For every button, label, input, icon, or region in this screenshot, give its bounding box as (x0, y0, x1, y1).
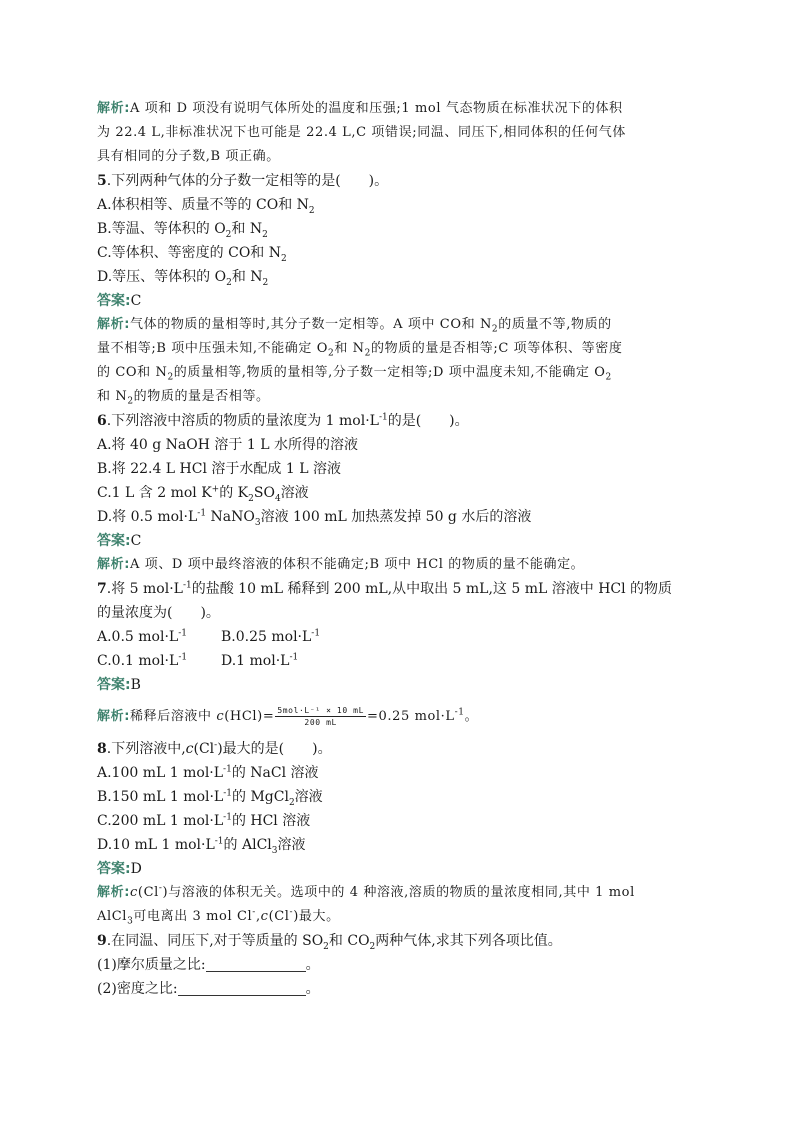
q4-explanation-line-1: 解析:A 项和 D 项没有说明气体所处的温度和压强;1 mol 气态物质在标准状况下的体积 (97, 101, 623, 116)
q9-stem: 9.在同温、同压下,对于等质量的 $SO_2$和 $CO_2$两种气体,求其下列各项比值。 (97, 933, 562, 952)
q6-option-a: A.将 40 g NaOH 溶于 1 L 水所得的溶液 (97, 437, 358, 453)
explanation-label: 解析 (97, 885, 125, 900)
q4-explanation-line-2: 为 22.4 L,非标准状况下也可能是 22.4 L,C 项错误;同温、同压下,相同体积的任何气体 (97, 125, 626, 140)
q7-explanation: 解析:稀释后溶液中 c(HCl)= $\frac{\text{5mol·L⁻¹ × 10 mL}}{200 mL}$ =0.25 $mol\cdot L^{-1}$。 (97, 706, 479, 727)
question-number: 8 (97, 741, 107, 757)
q6-option-b: B.将 22.4 L HCl 溶于水配成 1 L 溶液 (97, 461, 341, 477)
density-ratio-blank[interactable] (178, 979, 306, 996)
explanation-label: 解析 (97, 557, 125, 572)
q6-stem: 6.下列溶液中溶质的物质的量浓度为 1 $mol\cdot L^{-1}$的是( )。 (97, 412, 469, 429)
q8-option-a: A.100 mL 1 $mol\cdot L^{-1}$的 NaCl 溶液 (97, 764, 319, 781)
explanation-label: 解析 (97, 709, 125, 724)
q8-stem: 8.下列溶液中,c(Cl-)最大的是( )。 (97, 740, 332, 757)
explanation-label: 解析 (97, 317, 125, 332)
q9-part-2: (2)密度之比: 。 (97, 981, 320, 997)
q5-option-d: D.等压、等体积的 $O_2$和 $N_2$ (97, 269, 269, 288)
q8-explanation-line-2: AlCl$_3$可电离出 3 mol Cl-,c(Cl-)最大。 (97, 907, 340, 927)
q5-answer: 答案:C (97, 293, 142, 309)
q5-explanation-line-3: 的 CO和 $N_2$的质量相等,物质的量相等,分子数一定相等;D 项中温度未知,不能确定 $O_2$ (97, 365, 612, 383)
q7-option-d: D.1 $mol\cdot L^{-1}$ (221, 652, 299, 669)
q5-explanation-line-4: 和 $N_2$的物质的量是否相等。 (97, 389, 270, 407)
q8-explanation-line-1: 解析:c(Cl-)与溶液的体积无关。选项中的 4 种溶液,溶质的物质的量浓度相同,其中 1 mol (97, 883, 635, 900)
q5-option-a: A.体积相等、质量不等的 CO和 $N_2$ (97, 197, 315, 216)
question-number: 6 (97, 413, 107, 429)
q5-stem: 5.下列两种气体的分子数一定相等的是( )。 (97, 173, 389, 189)
q7-stem-line-1: 7.将 5 $mol\cdot L^{-1}$的盐酸 10 mL 稀释到 200 mL,从中取出 5 mL,这 5 mL 溶液中 HCl 的物质 (97, 580, 673, 597)
q7-option-c: C.0.1 $mol\cdot L^{-1}$ (97, 652, 188, 669)
q6-option-c: C.1 L 含 2 mol K+的 $K_2SO_4$溶液 (97, 484, 309, 504)
question-number: 5 (97, 173, 107, 189)
explanation-label: 解析 (97, 101, 125, 116)
q7-answer: 答案:B (97, 677, 141, 693)
q5-option-b: B.等温、等体积的 $O_2$和 $N_2$ (97, 221, 268, 240)
q5-explanation-line-2: 量不相等;B 项中压强未知,不能确定 $O_2$和 $N_2$的物质的量是否相等;C 项等体积、等密度 (97, 341, 623, 359)
q8-option-c: C.200 mL 1 $mol\cdot L^{-1}$的 HCl 溶液 (97, 812, 311, 829)
answer-label: 答案 (97, 677, 125, 693)
answer-label: 答案 (97, 533, 125, 549)
molar-mass-ratio-blank[interactable] (206, 955, 306, 972)
q7-options-cd (97, 649, 697, 673)
q9-part-1: (1)摩尔质量之比: 。 (97, 957, 320, 973)
q7-option-a: A.0.5 $mol\cdot L^{-1}$ (97, 628, 187, 645)
answer-label: 答案 (97, 293, 125, 309)
q6-option-d: D.将 0.5 $mol\cdot L^{-1}$ NaNO$_3$溶液 100 mL 加热蒸发掉 50 g 水后的溶液 (97, 508, 532, 528)
q7-options-ab (97, 625, 697, 649)
q7-option-b: B.0.25 $mol\cdot L^{-1}$ (221, 628, 321, 645)
q7-stem-line-2: 的量浓度为( )。 (97, 605, 220, 621)
q8-option-b: B.150 mL 1 $mol\cdot L^{-1}$的 MgCl$_2$溶液 (97, 788, 323, 808)
q8-option-d: D.10 mL 1 $mol\cdot L^{-1}$的 AlCl$_3$溶液 (97, 836, 306, 856)
question-number: 7 (97, 581, 107, 597)
q5-option-c: C.等体积、等密度的 CO和 $N_2$ (97, 245, 287, 264)
question-number: 9 (97, 933, 107, 949)
q5-explanation-line-1: 解析:气体的物质的量相等时,其分子数一定相等。A 项中 CO和 $N_2$的质量不等,物质的 (97, 317, 612, 335)
answer-label: 答案 (97, 861, 125, 877)
document-page (97, 97, 697, 1001)
q8-answer: 答案:D (97, 861, 142, 877)
q6-answer: 答案:C (97, 533, 142, 549)
dilution-fraction: $\frac{\text{5mol·L⁻¹ × 10 mL}}{200 mL}$ (277, 706, 364, 727)
q6-explanation: 解析:A 项、D 项中最终溶液的体积不能确定;B 项中 HCl 的物质的量不能确定。 (97, 557, 585, 572)
q4-explanation-line-3: 具有相同的分子数,B 项正确。 (97, 149, 280, 164)
